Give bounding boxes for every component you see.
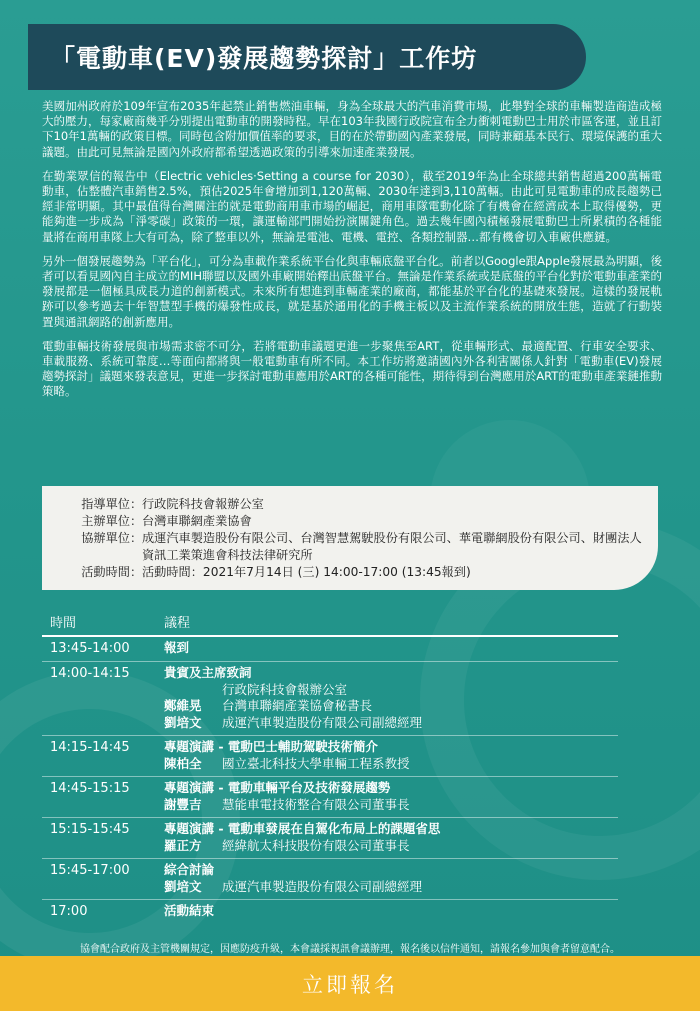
speaker-org: 成運汽車製造股份有限公司副總經理 xyxy=(222,878,423,894)
speaker-name: 劉培文 xyxy=(164,878,202,894)
speaker-line xyxy=(164,715,618,732)
speaker-org: 國立臺北科技大學車輛工程系教授 xyxy=(222,755,410,771)
agenda-item-host: 行政院科技會報辦公室 xyxy=(222,681,348,697)
agenda-row xyxy=(42,736,618,777)
page-title: 「電動車(EV)發展趨勢探討」工作坊 xyxy=(50,44,478,73)
speaker-line xyxy=(164,698,618,715)
organizer-row: 主辦單位 ： 台灣車聯網產業協會 xyxy=(60,513,644,530)
speaker-org: 慧能車電技術整合有限公司董事長 xyxy=(222,796,410,812)
agenda-item xyxy=(164,780,618,813)
agenda-item xyxy=(164,739,618,772)
agenda-row xyxy=(42,818,618,859)
organizer-label: 主辦單位 xyxy=(81,514,130,528)
agenda-item-title: 專題演講 - 電動車輛平台及技術發展趨勢 xyxy=(164,780,391,795)
agenda-item-title: 專題演講 - 電動車發展在自駕化布局上的課題省思 xyxy=(164,821,441,836)
organizer-row: 協辦單位 ： 成運汽車製造股份有限公司、台灣智慧駕駛股份有限公司、華電聯網股份有限公司、財團法人資訊工業策進會科技法律研究所 xyxy=(60,530,644,564)
agenda-item xyxy=(164,821,618,854)
agenda-item xyxy=(164,665,618,731)
agenda-time: 14:45-15:15 xyxy=(50,781,130,796)
agenda-item xyxy=(164,640,618,657)
agenda-item-title: 報到 xyxy=(164,640,190,655)
organizer-row: 活動時間 ： 活動時間：2021年7月14日 (三) 14:00-17:00 (13:45報到) xyxy=(60,564,644,581)
agenda-header-time: 時間 xyxy=(50,616,77,631)
title-banner xyxy=(28,24,586,90)
organizer-value: 台灣車聯網產業協會 xyxy=(142,514,252,528)
agenda-row xyxy=(42,637,618,662)
organizer-value: 活動時間：2021年7月14日 (三) 14:00-17:00 (13:45報到) xyxy=(142,565,471,579)
speaker-line xyxy=(164,756,618,773)
organizer-value: 成運汽車製造股份有限公司、台灣智慧駕駛股份有限公司、華電聯網股份有限公司、財團法人資訊工業策進會科技法律研究所 xyxy=(142,531,642,562)
agenda-row xyxy=(42,859,618,900)
intro-paragraph: 在勤業眾信的報告中（Electric vehicles‧Setting a course for 2030），截至2019年為止全球總共銷售超過200萬輛電動車，佔整體汽車銷售2.5%，預估2025年會增加到1,120萬輛、2030年達到3,110萬輛。由此可見電動車的成長趨勢已經非常明顯。其中最值得台灣關注的就是電動商用車市場的崛起，商用車隊電動化除了有機會在經濟成本上取得優勢，更能夠進一步成為「淨零碳」政策的一環，讓運輸部門開始扮演關鍵角色。過去幾年國內積極發展電動巴士所累積的各種能量將在商用車隊上大有可為，除了整車以外，無論是電池、電機、電控、各類控制器…都有機會切入車廠供應鏈。 xyxy=(42,168,662,244)
organizer-value: 行政院科技會報辦公室 xyxy=(142,497,264,511)
agenda-rows xyxy=(42,637,618,924)
agenda-time: 15:15-15:45 xyxy=(50,822,130,837)
agenda-header-item: 議程 xyxy=(164,616,191,631)
agenda-row xyxy=(42,662,618,736)
speaker-line xyxy=(164,838,618,855)
agenda-time: 14:00-14:15 xyxy=(50,666,130,681)
register-button[interactable]: 立即報名 xyxy=(0,956,700,1011)
speaker-org: 台灣車聯網產業協會秘書長 xyxy=(222,698,373,713)
speaker-org: 經緯航太科技股份有限公司董事長 xyxy=(222,837,410,853)
agenda-time: 15:45-17:00 xyxy=(50,863,130,878)
intro-paragraph: 美國加州政府於109年宣布2035年起禁止銷售燃油車輛，身為全球最大的汽車消費市場，此舉對全球的車輛製造商造成極大的壓力，每家廠商幾乎分別提出電動車的開發時程。早在103年我國行政院宣布全力衝刺電動巴士用於市區客運，並且訂下10年1萬輛的政策目標。同時包含附加價值率的要求，目的在於帶動國內產業發展，同時兼顧基本民行、環境保護的重大議題。由此可見無論是國內外政府都希望透過政策的引導來加速產業發展。 xyxy=(42,99,662,159)
agenda-row xyxy=(42,900,618,924)
speaker-name: 陳柏全 xyxy=(164,755,202,771)
agenda-item-title: 專題演講 - 電動巴士輔助駕駛技術簡介 xyxy=(164,739,378,754)
intro-paragraph: 電動車輛技術發展與市場需求密不可分，若將電動車議題更進一步聚焦至ART，從車輛形式、最適配置、行車安全要求、車載服務、系統可靠度…等面向都將與一般電動車有所不同。本工作坊將邀請國內外各利害關係人針對「電動車(EV)發展趨勢探討」議題來發表意見，更進一步探討電動車應用於ART的各種可能性，期待得到台灣應用於ART的電動車產業鏈推動策略。 xyxy=(42,338,662,399)
intro-section xyxy=(42,99,662,409)
agenda-row xyxy=(42,777,618,818)
agenda-item-title: 綜合討論 xyxy=(164,862,215,877)
footer-note: 協會配合政府及主管機關規定，因應防疫升級，本會議採視訊會議辦理，報名後以信件通知，請報名參加與會者留意配合。 xyxy=(80,944,620,955)
agenda-table xyxy=(42,612,618,924)
agenda-time: 17:00 xyxy=(50,904,88,919)
agenda-time: 13:45-14:00 xyxy=(50,641,130,656)
agenda-item-title: 貴賓及主席致詞 xyxy=(164,665,252,680)
organizers-panel xyxy=(42,486,658,590)
speaker-name: 劉培文 xyxy=(164,714,202,730)
agenda-header xyxy=(42,612,618,637)
organizer-label: 活動時間 xyxy=(81,565,130,579)
agenda-time: 14:15-14:45 xyxy=(50,740,130,755)
speaker-name: 羅正方 xyxy=(164,837,202,853)
speaker-line xyxy=(164,797,618,814)
agenda-item-title: 活動結束 xyxy=(164,903,215,918)
organizer-label: 指導單位 xyxy=(81,497,130,511)
agenda-item xyxy=(164,903,618,920)
agenda-item xyxy=(164,862,618,895)
intro-paragraph: 另外一個發展趨勢為「平台化」，可分為車載作業系統平台化與車輛底盤平台化。前者以Google跟Apple發展最為明顯，後者可以看見國內自主成立的MIH聯盟以及國外車廠開始釋出底盤平台。無論是作業系統或是底盤的平台化對於電動車產業的發展都是一個極具成長力道的創新模式。未來所有想進到車輛產業的廠商，都能基於平台化的基礎來發展。這樣的發展軌跡可以參考過去十年智慧型手機的爆發性成長，就是基於通用化的手機主板以及主流作業系統的開放生態，造就了行動裝置與通訊網路的創新應用。 xyxy=(42,253,662,329)
speaker-name: 鄭維晃 xyxy=(164,698,202,713)
organizer-row: 指導單位 ： 行政院科技會報辦公室 xyxy=(60,496,644,513)
speaker-name: 謝豐吉 xyxy=(164,796,202,812)
organizer-label: 協辦單位 xyxy=(81,531,130,545)
speaker-org: 成運汽車製造股份有限公司副總經理 xyxy=(222,714,423,730)
speaker-line xyxy=(164,879,618,896)
